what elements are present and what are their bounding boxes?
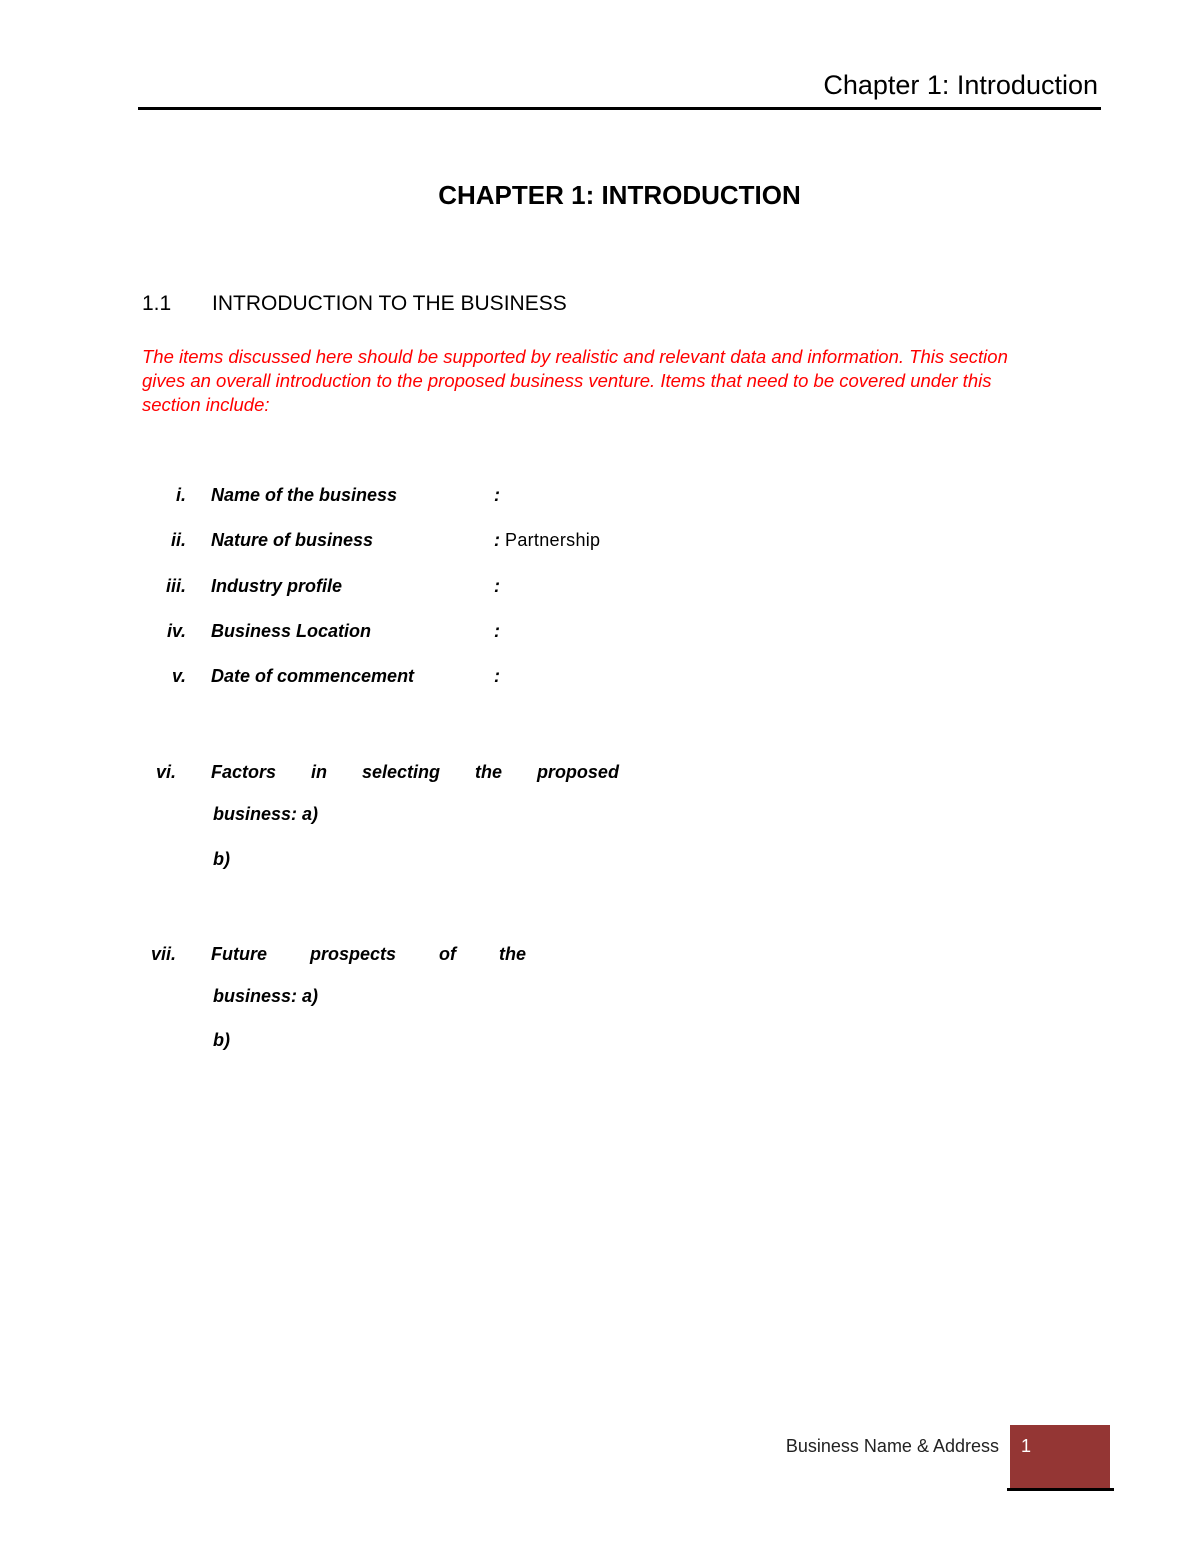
prospects-word: of <box>439 944 456 964</box>
factors-sub-b: b) <box>213 849 230 869</box>
field-colon: : <box>494 485 500 505</box>
field-label: Date of commencement <box>211 666 415 686</box>
field-label: Nature of business <box>211 530 374 550</box>
field-colon: : <box>494 666 500 686</box>
factors-word: proposed <box>536 762 619 782</box>
prospects-line <box>211 944 526 965</box>
field-colon: : <box>494 576 500 596</box>
running-header: Chapter 1: Introduction <box>823 70 1098 100</box>
factors-numeral: vi. <box>155 762 176 782</box>
field-numeral: i. <box>175 485 186 505</box>
prospects-sub-a: business: a) <box>213 986 319 1006</box>
field-colon: : Partnership <box>494 530 601 550</box>
factors-line <box>211 762 619 783</box>
factors-word: the <box>474 762 502 782</box>
prospects-numeral: vii. <box>150 944 176 964</box>
field-colon: : <box>494 621 500 641</box>
field-label: Business Location <box>211 621 372 641</box>
field-numeral: ii. <box>170 530 186 550</box>
page-number-box-underline <box>1007 1488 1114 1491</box>
field-label: Industry profile <box>211 576 343 596</box>
page-number: 1 <box>1021 1436 1032 1456</box>
prospects-word: Future <box>211 944 267 964</box>
field-numeral: iii. <box>165 576 186 596</box>
prospects-word: the <box>498 944 526 964</box>
section-number: 1.1 <box>142 292 172 315</box>
factors-word: in <box>311 762 327 782</box>
factors-word: Factors <box>211 762 277 782</box>
footer-business-label: Business Name & Address <box>785 1436 999 1456</box>
prospects-word: prospects <box>309 944 397 964</box>
chapter-title: CHAPTER 1: INTRODUCTION <box>438 180 801 210</box>
factors-sub-a: business: a) <box>213 804 319 824</box>
guidance-text: The items discussed here should be supported by realistic and relevant data and information. This section gives an overall introduction to the proposed business venture. Items that need to be covered under this section include: <box>142 346 1008 415</box>
field-numeral: iv. <box>166 621 186 641</box>
field-label: Name of the business <box>211 485 398 505</box>
section-title: INTRODUCTION TO THE BUSINESS <box>212 292 567 315</box>
field-numeral: v. <box>171 666 186 686</box>
field-value: Partnership <box>505 530 601 550</box>
section-heading <box>142 292 567 316</box>
header-rule <box>138 107 1101 110</box>
factors-word: selecting <box>361 762 440 782</box>
prospects-sub-b: b) <box>213 1030 230 1050</box>
